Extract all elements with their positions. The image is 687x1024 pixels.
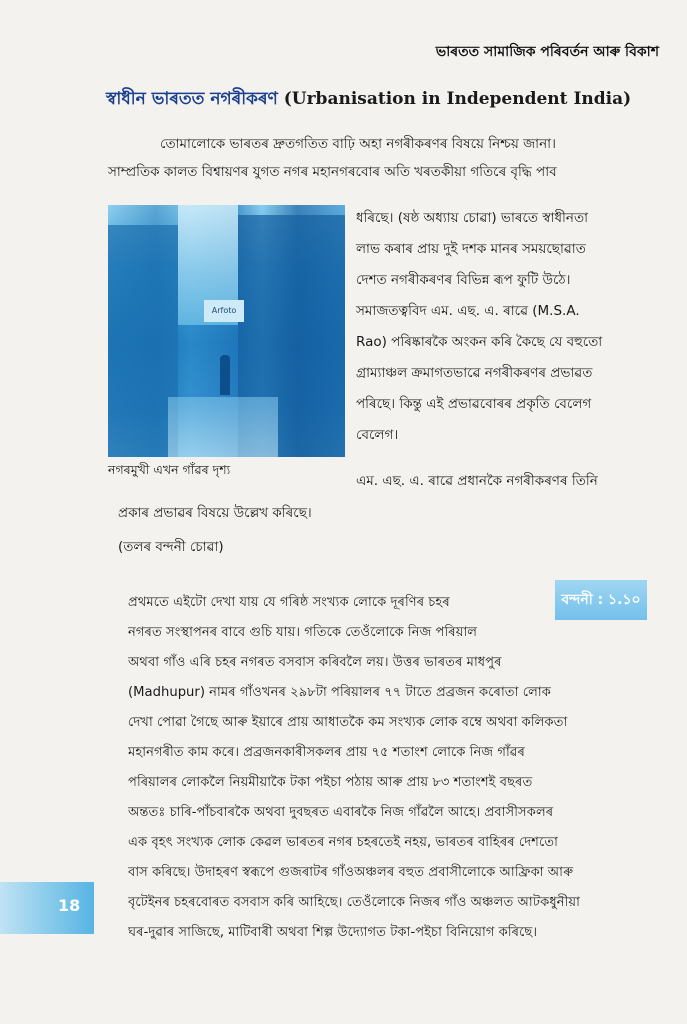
box-line: অন্ততঃ চাৰি-পাঁচবাৰকৈ অথবা দুবছৰত এবাৰকৈ নিজ গাঁৱলৈ আহে। প্ৰবাসীসকলৰ	[128, 805, 554, 820]
box-line: দেখা পোৱা গৈছে আৰু ইয়াৰে প্ৰায় আধাতকৈ কম সংখ্যক লোক বম্বে অথবা কলিকতা	[128, 715, 568, 730]
section-title-english: (Urbanisation in Independent India)	[283, 89, 632, 109]
box-line: পৰিয়ালৰ লোকলৈ নিয়মীয়াকৈ টকা পইচা পঠায় আৰু প্ৰায় ৮৩ শতাংশই বছৰত	[128, 775, 533, 790]
intro-line-1: তোমালোকে ভাৰতৰ দ্রুতগতিত বাঢ়ি অহা নগৰীকৰণৰ বিষয়ে নিশ্চয় জানা।	[160, 136, 556, 152]
box-line: প্ৰথমতে এইটো দেখা যায় যে গৰিষ্ঠ সংখ্যক লোকে দূৰণিৰ চহৰ	[128, 595, 450, 610]
page-number: 18	[58, 896, 81, 915]
photo-caption: নগৰমুখী এখন গাঁৱৰ দৃশ্য	[108, 462, 231, 477]
box-line: বাস কৰিছে। উদাহৰণ স্বৰূপে গুজৰাটৰ গাঁওঅঞ্চলৰ বহুত প্ৰবাসীলোকে আফ্ৰিকা আৰু	[128, 865, 574, 880]
box-label: বন্দনী : ১.১০	[555, 580, 647, 620]
intro-paragraph-side	[356, 203, 676, 451]
side-line: বেলেগ।	[356, 427, 399, 443]
shop-sign: Arfoto	[204, 300, 244, 322]
running-header: ভাৰতত সামাজিক পৰিবৰ্তন আৰু বিকাশ	[435, 44, 659, 60]
box-line: অথবা গাঁও এৰি চহৰ নগৰত বসবাস কৰিবলৈ লয়। উত্তৰ ভাৰতৰ মাধপুৰ	[128, 655, 502, 670]
side-line: লাভ কৰাৰ প্ৰায় দুই দশক মানৰ সময়ছোৱাত	[356, 241, 586, 257]
box-line: মহানগৰীত কাম কৰে। প্ৰব্ৰজনকাৰীসকলৰ প্ৰায় ৭৫ শতাংশ লোকে নিজ গাঁৱৰ	[128, 745, 525, 760]
box-line: এক বৃহৎ সংখ্যক লোক কেৱল ভাৰতৰ নগৰ চহৰতেই নহয়, ভাৰতৰ বাহিৰৰ দেশতো	[128, 835, 558, 850]
village-street-photo	[108, 205, 345, 457]
box-text	[128, 588, 668, 948]
paragraph-tail-2: প্ৰকাৰ প্ৰভাৱৰ বিষয়ে উল্লেখ কৰিছে।	[118, 505, 312, 521]
box-line: নগৰত সংস্থাপনৰ বাবে গুচি যায়। গতিকে তেওঁলোকে নিজ পৰিয়াল	[128, 625, 478, 640]
intro-line-2: সাম্প্রতিক কালত বিশ্বায়ণৰ যুগত নগৰ মহানগৰবোৰ অতি খৰতকীয়া গতিৰে বৃদ্ধি পাব	[108, 164, 557, 180]
side-line: Rao) পৰিষ্কাৰকৈ অংকন কৰি কৈছে যে বহুতো	[356, 334, 603, 350]
paragraph-tail-1: এম. এছ. এ. ৰাৱে প্ৰধানকৈ নগৰীকৰণৰ তিনি	[356, 473, 598, 489]
intro-paragraph	[108, 130, 670, 186]
box-line: (Madhupur) নামৰ গাঁওখনৰ ২৯৮টা পৰিয়ালৰ ৭৭ টাতে প্ৰব্ৰজন কৰোতা লোক	[128, 685, 551, 700]
side-line: ধৰিছে। (ষষ্ঠ অধ্যায় চোৱা) ভাৰতে স্বাধীনতা	[356, 210, 589, 226]
side-line: দেশত নগৰীকৰণৰ বিভিন্ন ৰূপ ফুটি উঠে।	[356, 272, 571, 288]
section-title	[106, 86, 676, 114]
paragraph-tail-3: (তলৰ বন্দনী চোৱা)	[118, 539, 224, 555]
side-line: সমাজতত্ববিদ এম. এছ. এ. ৰাৱে (M.S.A.	[356, 303, 580, 319]
side-line: গ্ৰাম্যাঞ্চল ক্ৰমাগতভাৱে নগৰীকৰণৰ প্ৰভাৱত	[356, 365, 593, 381]
box-line: ঘৰ-দুৱাৰ সাজিছে, মাটিবাৰী অথবা শিল্প উদ্যোগত টকা-পইচা বিনিয়োগ কৰিছে।	[128, 925, 538, 940]
side-line: পৰিছে। কিন্তু এই প্ৰভাৱবোৰৰ প্ৰকৃতি বেলেগ	[356, 396, 592, 412]
box-line: বৃটেইনৰ চহৰবোৰত বসবাস কৰি আহিছে। তেওঁলোকে নিজৰ গাঁও অঞ্চলত আটকধুনীয়া	[128, 895, 580, 910]
section-title-assamese: স্বাধীন ভাৰতত নগৰীকৰণ	[106, 89, 278, 109]
